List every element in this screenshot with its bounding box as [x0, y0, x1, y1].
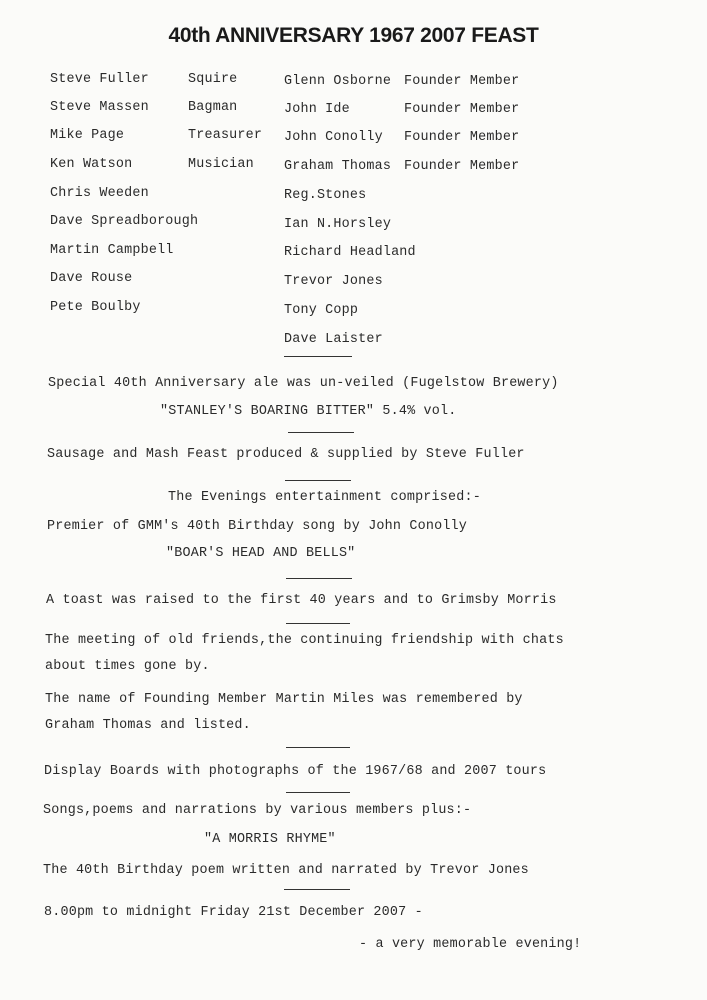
member-name: Reg.Stones — [284, 188, 367, 203]
founder-status: Founder Member — [404, 130, 520, 145]
founder-status: Founder Member — [404, 74, 520, 89]
founder-status: Founder Member — [404, 102, 520, 117]
founder-status: Founder Member — [404, 159, 520, 174]
divider — [285, 480, 351, 481]
divider — [286, 792, 350, 793]
toast-line: A toast was raised to the first 40 years and to Grimsby Morris — [46, 593, 557, 608]
rhyme-title: "A MORRIS RHYME" — [204, 832, 336, 847]
member-name: Trevor Jones — [284, 274, 383, 289]
founder-name: John Ide — [284, 102, 350, 117]
divider — [286, 578, 352, 579]
song-title: "BOAR'S HEAD AND BELLS" — [166, 546, 356, 561]
founder-name: John Conolly — [284, 130, 383, 145]
officer-name: Ken Watson — [50, 157, 133, 172]
founder-name: Graham Thomas — [284, 159, 392, 174]
ale-line: Special 40th Anniversary ale was un-veiled (Fugelstow Brewery) — [48, 376, 559, 391]
member-name: Chris Weeden — [50, 186, 149, 201]
songs-line: Songs,poems and narrations by various members plus:- — [43, 803, 472, 818]
member-name: Martin Campbell — [50, 243, 174, 258]
meeting-line: The meeting of old friends,the continuing friendship with chats — [45, 633, 564, 648]
member-name: Dave Laister — [284, 332, 383, 347]
member-name: Dave Rouse — [50, 271, 133, 286]
meeting-line: about times gone by. — [45, 659, 210, 674]
member-name: Dave Spreadborough — [50, 214, 199, 229]
feast-line: Sausage and Mash Feast produced & supplied by Steve Fuller — [47, 447, 525, 462]
member-name: Ian N.Horsley — [284, 217, 392, 232]
officer-role: Squire — [188, 72, 238, 87]
member-name: Richard Headland — [284, 245, 416, 260]
member-name: Tony Copp — [284, 303, 359, 318]
officer-name: Mike Page — [50, 128, 125, 143]
display-line: Display Boards with photographs of the 1967/68 and 2007 tours — [44, 764, 547, 779]
ale-name: "STANLEY'S BOARING BITTER" 5.4% vol. — [160, 404, 457, 419]
premier-line: Premier of GMM's 40th Birthday song by John Conolly — [47, 519, 468, 534]
officer-role: Treasurer — [188, 128, 263, 143]
officer-role: Musician — [188, 157, 254, 172]
closing-line: - a very memorable evening! — [359, 937, 582, 952]
divider — [286, 623, 350, 624]
member-name: Pete Boulby — [50, 300, 141, 315]
entertainment-intro: The Evenings entertainment comprised:- — [168, 490, 481, 505]
founder-name: Glenn Osborne — [284, 74, 392, 89]
divider — [284, 356, 352, 357]
event-time: 8.00pm to midnight Friday 21st December 2007 - — [44, 905, 423, 920]
divider — [288, 432, 354, 433]
officer-name: Steve Fuller — [50, 72, 149, 87]
officer-role: Bagman — [188, 100, 238, 115]
meeting-line: The name of Founding Member Martin Miles was remembered by — [45, 692, 523, 707]
divider — [286, 747, 350, 748]
poem-line: The 40th Birthday poem written and narrated by Trevor Jones — [43, 863, 529, 878]
meeting-line: Graham Thomas and listed. — [45, 718, 251, 733]
divider — [284, 889, 350, 890]
officer-name: Steve Massen — [50, 100, 149, 115]
page-title: 40th ANNIVERSARY 1967 2007 FEAST — [168, 24, 539, 47]
